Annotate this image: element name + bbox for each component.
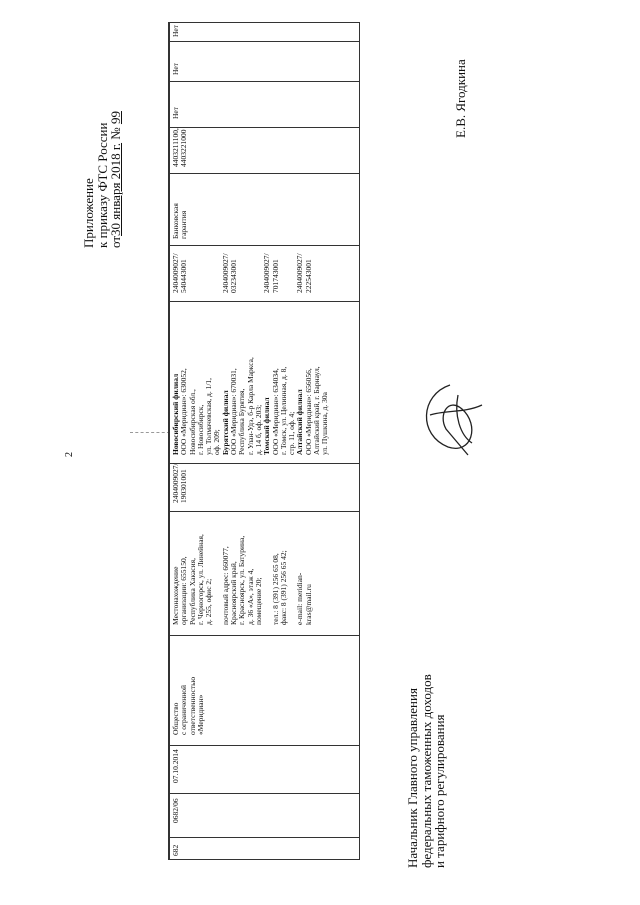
appendix-order-ref: к приказу ФТС России — [94, 122, 110, 248]
row-sep-7 — [169, 301, 359, 302]
org-address: Местонахождение организации: 655150, Республика Хакасия, г. Черногорск, ул. Линейная, д. 255, офис 2; почтовый адрес: 660077, Красноярский край, г. Красноярск, ул. Батурина, д. 36 «А», этаж 4, помещение 20; тел.: 8 (391) 256 65 08, факс: 8 (391) 256 65 42; e-mail: meridian- kras@mail.ru — [171, 534, 313, 625]
row-sep-9 — [169, 173, 359, 174]
flag-3: Нет — [171, 24, 180, 37]
org-inn-kpp: 2404009027/ 190301001 — [171, 463, 189, 503]
order-date: 30 января 2018 г. — [108, 142, 123, 236]
row-sep-4 — [169, 635, 359, 636]
appendix-title: Приложение — [81, 178, 96, 248]
row-sep-10 — [169, 127, 359, 128]
table-header-line — [169, 41, 359, 42]
appendix-header — [82, 111, 123, 248]
branches-list: Новосибирский филиал ООО «Меридиан»: 630052, Новосибирская обл., г. Новосибирск, ул. Толмачевская, д. 1/1, оф. 209; Бурятский филиал ООО «Меридиан»: 670031, Республика Бурятия, г. Улан-Удэ, б-р Карла Маркса, д. 14 б, оф. 203; Томский филиал ООО «Меридиан»: 634034, г. Томск, ул. Целинная, д. 8, стр. 11, оф. 4; Алтайский филиал ООО «Меридиан»: 656056, Алтайский край, г. Барнаул, ул. Пушкина, д. 30а — [171, 357, 330, 455]
org-type: Общество с ограниченной ответственностью «Меридиан» — [171, 676, 205, 735]
row-sep-2 — [169, 793, 359, 794]
number-sign: № — [108, 127, 123, 140]
flag-2: Нет — [171, 62, 180, 75]
row-sep-6 — [169, 463, 359, 464]
page-number: 2 — [64, 452, 75, 457]
register-table — [168, 22, 360, 860]
scan-dash-mark — [130, 432, 170, 433]
row-sep-11 — [169, 81, 359, 82]
row-sep-8 — [169, 245, 359, 246]
row-sep-1 — [169, 837, 359, 838]
order-number: 99 — [108, 111, 123, 125]
flag-1: Нет — [171, 106, 180, 119]
row-sep-5 — [169, 511, 359, 512]
row-sep-3 — [169, 745, 359, 746]
signatory-title: Начальник Главного управления федеральных таможенных доходов и тарифного регулирования — [405, 674, 448, 868]
row-index: 682 — [171, 844, 180, 856]
reg-number: 0682/06 — [171, 798, 180, 823]
handwritten-signature — [410, 365, 490, 465]
signature-stroke — [426, 385, 482, 455]
security-type: Банковская гарантия — [171, 203, 189, 239]
appendix-date-line — [109, 111, 123, 248]
reg-date: 07.10.2014 — [171, 749, 180, 783]
branch-codes: 2404009027/ 540443001 2404009027/ 032343001 2404009027/ 701743001 2404009027/ 222543001 — [171, 253, 313, 293]
signatory-name: Е.В. Ягодкина — [453, 59, 468, 138]
date-prefix: от — [108, 235, 123, 248]
security-ids: 4403211100, 4403221000 — [171, 128, 189, 167]
